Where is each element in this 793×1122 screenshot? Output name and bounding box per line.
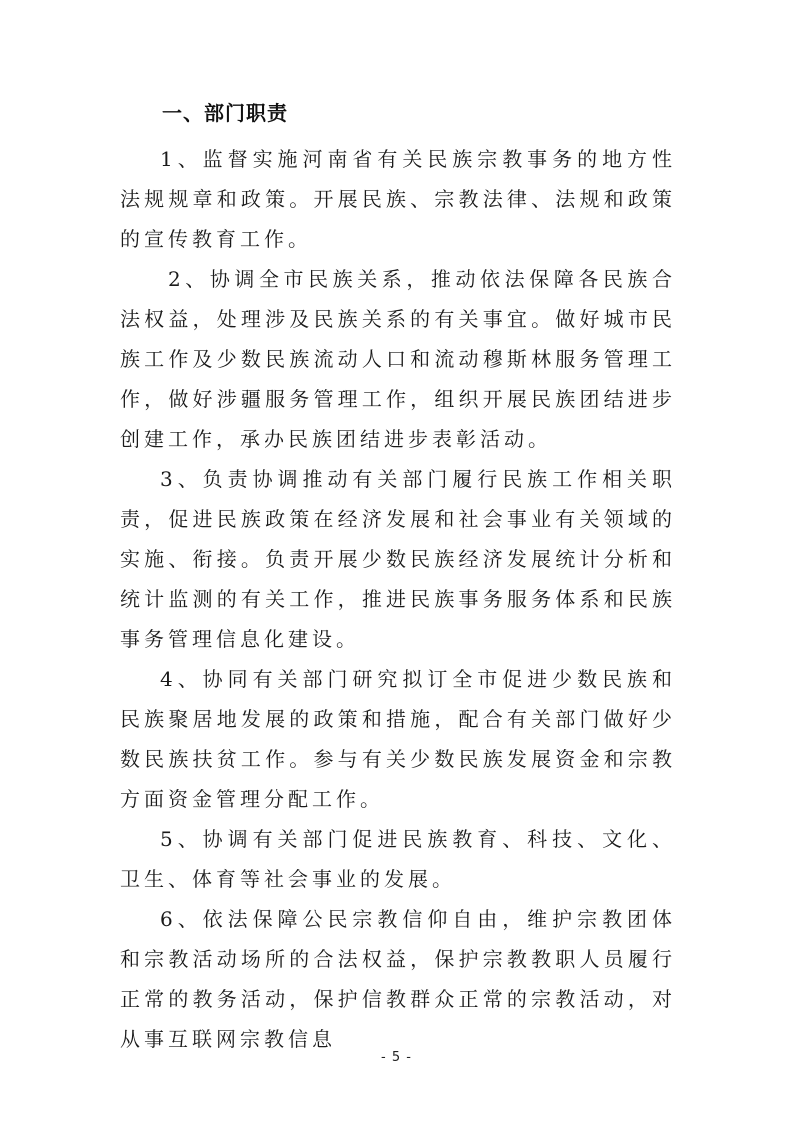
section-heading: 一、部门职责 bbox=[162, 101, 288, 125]
paragraph-item-6: 6、依法保障公民宗教信仰自由，维护宗教团体和宗教活动场所的合法权益，保护宗教教职人员履行正常的教务活动，保护信教群众正常的宗教活动，对从事互联网宗教信息 bbox=[120, 907, 676, 1051]
paragraph-item-5: 5、协调有关部门促进民族教育、科技、文化、卫生、体育等社会事业的发展。 bbox=[120, 827, 676, 891]
paragraph-item-1: 1、监督实施河南省有关民族宗教事务的地方性法规规章和政策。开展民族、宗教法律、法规和政策的宣传教育工作。 bbox=[120, 147, 676, 251]
body-text bbox=[120, 139, 676, 1059]
paragraph-item-3: 3、负责协调推动有关部门履行民族工作相关职责，促进民族政策在经济发展和社会事业有关领域的实施、衔接。负责开展少数民族经济发展统计分析和统计监测的有关工作，推进民族事务服务体系和民族事务管理信息化建设。 bbox=[120, 467, 676, 651]
page-number: - 5 - bbox=[381, 1050, 412, 1065]
paragraph-item-2: 2、协调全市民族关系，推动依法保障各民族合法权益，处理涉及民族关系的有关事宜。做好城市民族工作及少数民族流动人口和流动穆斯林服务管理工作，做好涉疆服务管理工作，组织开展民族团结进步创建工作，承办民族团结进步表彰活动。 bbox=[120, 267, 676, 451]
paragraph-item-4: 4、协同有关部门研究拟订全市促进少数民族和民族聚居地发展的政策和措施，配合有关部门做好少数民族扶贫工作。参与有关少数民族发展资金和宗教方面资金管理分配工作。 bbox=[120, 667, 676, 811]
